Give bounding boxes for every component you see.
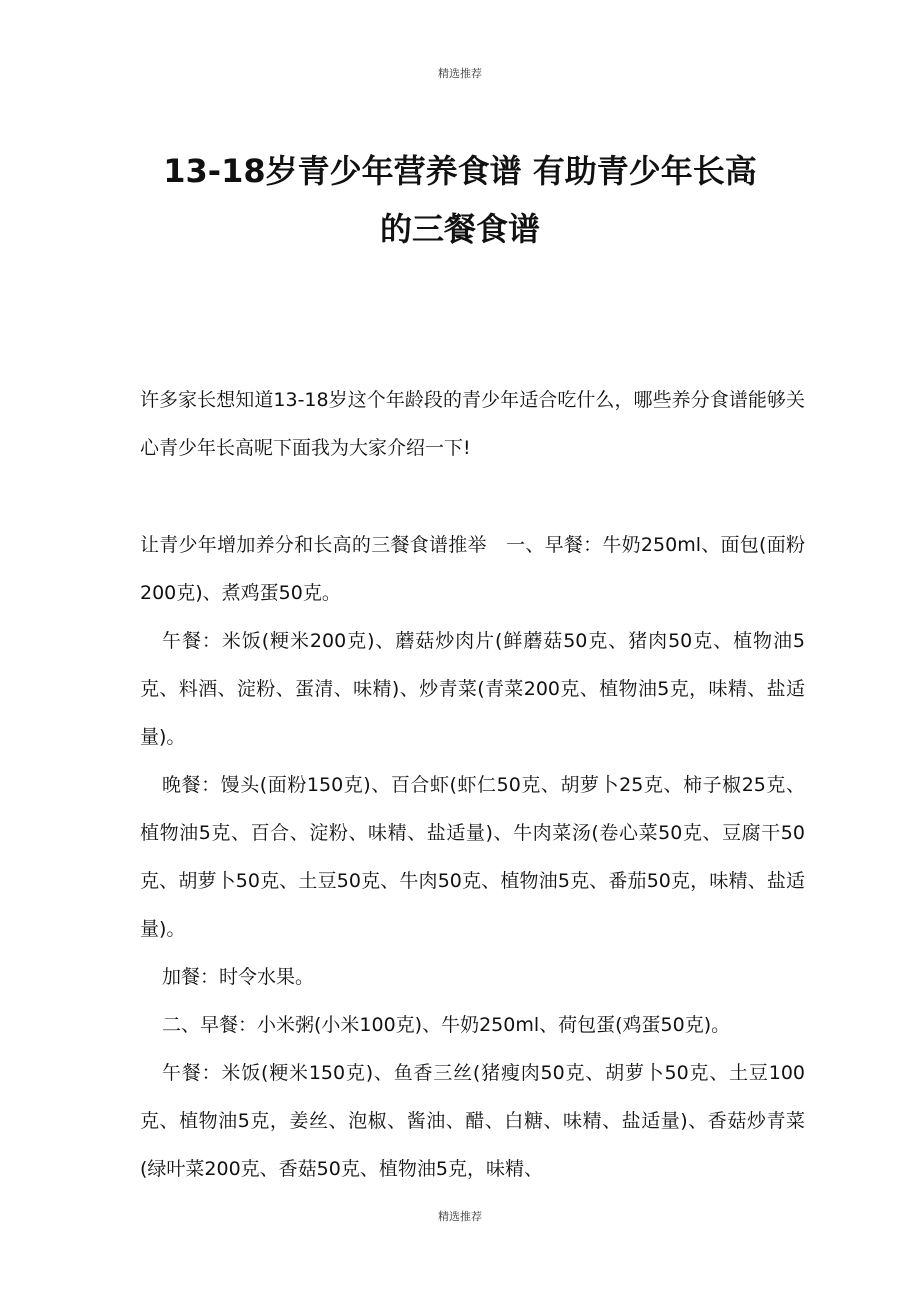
page-footer-label: 精选推荐 — [438, 1210, 482, 1223]
recipe-section — [140, 521, 805, 1193]
recipe-paragraph-4: 加餐：时令水果。 — [162, 966, 315, 988]
recipe-paragraph-3: 晚餐：馒头(面粉150克)、百合虾(虾仁50克、胡萝卜25克、柿子椒25克、植物油5克、百合、淀粉、味精、盐适量)、牛肉菜汤(卷心菜50克、豆腐干50克、胡萝卜50克、土豆50克、牛肉50克、植物油5克、番茄50克，味精、盐适量)。 — [140, 774, 805, 940]
page-header-label: 精选推荐 — [438, 67, 482, 80]
recipe-paragraph-5: 二、早餐：小米粥(小米100克)、牛奶250ml、荷包蛋(鸡蛋50克)。 — [162, 1014, 731, 1036]
title-line-2: 的三餐食谱 — [379, 210, 540, 248]
recipe-paragraph-2: 午餐：米饭(粳米200克)、蘑菇炒肉片(鲜蘑菇50克、猪肉50克、植物油5克、料酒、淀粉、蛋清、味精)、炒青菜(青菜200克、植物油5克，味精、盐适量)。 — [140, 630, 805, 748]
recipe-paragraph-6: 午餐：米饭(粳米150克)、鱼香三丝(猪瘦肉50克、胡萝卜50克、土豆100克、植物油5克，姜丝、泡椒、酱油、醋、白糖、味精、盐适量)、香菇炒青菜(绿叶菜200克、香菇50克、植物油5克，味精、 — [140, 1062, 805, 1180]
title-line-1: 13-18岁青少年营养食谱 有助青少年长高 — [163, 152, 757, 190]
recipe-paragraph-1: 让青少年增加养分和长高的三餐食谱推举 一、早餐：牛奶250ml、面包(面粉200克)、煮鸡蛋50克。 — [140, 534, 805, 604]
document-title — [100, 142, 820, 258]
intro-section — [140, 376, 805, 472]
intro-paragraph: 许多家长想知道13-18岁这个年龄段的青少年适合吃什么，哪些养分食谱能够关心青少年长高呢下面我为大家介绍一下! — [140, 389, 805, 459]
